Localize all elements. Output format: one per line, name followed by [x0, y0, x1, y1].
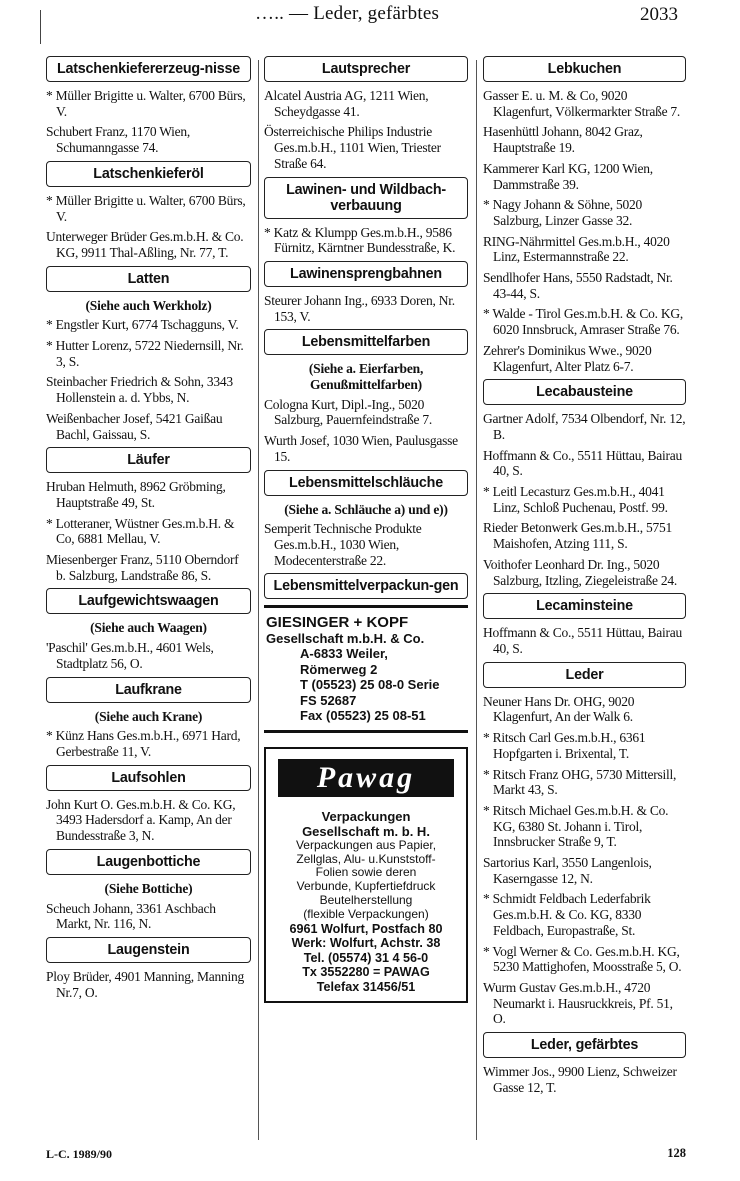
ad-description-line: Verpackungen aus Papier,: [295, 837, 437, 852]
category-heading: Latschenkieferöl: [46, 161, 251, 187]
category-heading: Leder, gefärbtes: [483, 1032, 686, 1058]
cross-reference: (Siehe Bottiche): [104, 880, 193, 896]
list-item: * Ritsch Michael Ges.m.b.H. & Co. KG, 6380 St. Johann i. Tirol, Innsbrucker Straße 9, T.: [483, 802, 669, 850]
list-item: Unterweger Brüder Ges.m.b.H. & Co. KG, 9911 Thal-Aßling, Nr. 77, T.: [46, 229, 244, 260]
list-item: * Katz & Klumpp Ges.m.b.H., 9586 Fürnitz, Kärntner Bundesstraße, K.: [264, 224, 456, 256]
list-item: Zehrer's Dominikus Wwe., 9020 Klagenfurt, Alter Platz 6-7.: [483, 342, 652, 374]
list-item: Schubert Franz, 1170 Wien, Schumanngasse 74.: [46, 124, 191, 156]
list-item: RING-Nährmittel Ges.m.b.H., 4020 Linz, Estermannstraße 22.: [483, 233, 670, 265]
list-item: Hasenhüttl Johann, 8042 Graz, Hauptstraße 19.: [483, 124, 643, 156]
ad-telex-line: FS 52687: [300, 692, 357, 708]
footer-page-number: 128: [667, 1146, 686, 1160]
category-heading: Lawinensprengbahnen: [264, 261, 468, 287]
list-item: Kammerer Karl KG, 1200 Wien, Dammstraße 39.: [483, 160, 653, 192]
list-item: Sendlhofer Hans, 5550 Radstadt, Nr. 43-44, S.: [483, 270, 673, 301]
list-item: 'Paschil' Ges.m.b.H., 4601 Wels, Stadtplatz 56, O.: [46, 640, 214, 671]
ad-address-line: Römerweg 2: [300, 661, 378, 677]
category-heading: Laugenstein: [46, 937, 251, 963]
ad-contact-line: Tx 3552280 = PAWAG: [302, 965, 430, 980]
category-heading: Läufer: [46, 447, 251, 473]
ad-description-line: Verbunde, Kupfertiefdruck: [296, 879, 436, 894]
column-divider: [476, 60, 477, 1140]
list-item: Cologna Kurt, Dipl.-Ing., 5020 Salzburg, Pauernfeindstraße 7.: [264, 396, 432, 428]
list-item: Miesenberger Franz, 5110 Oberndorf b. Salzburg, Landstraße 86, S.: [46, 552, 239, 583]
ad-company-form: Gesellschaft m.b.H. & Co.: [266, 631, 425, 647]
category-heading: Lawinen- und Wildbach-verbauung: [264, 177, 468, 219]
list-item: * Müller Brigitte u. Walter, 6700 Bürs, V.: [46, 192, 246, 224]
running-header: ….. — Leder, gefärbtes: [255, 3, 440, 24]
ad-address-line: A-6833 Weiler,: [300, 646, 388, 662]
cross-reference: (Siehe a. Schläuche a) und e)): [284, 501, 448, 517]
list-item: Hoffmann & Co., 5511 Hüttau, Bairau 40, S.: [483, 447, 682, 479]
list-item: Ploy Brüder, 4901 Manning, Manning Nr.7, O.: [46, 968, 244, 1000]
list-item: * Nagy Johann & Söhne, 5020 Salzburg, Linzer Gasse 32.: [483, 197, 642, 228]
footer-edition: L-C. 1989/90: [46, 1147, 112, 1161]
list-item: Wurth Josef, 1030 Wien, Paulusgasse 15.: [264, 433, 458, 464]
list-item: * Walde - Tirol Ges.m.b.H. & Co. KG, 6020 Innsbruck, Amraser Straße 76.: [483, 306, 684, 338]
list-item: * Hutter Lorenz, 5722 Niedernsill, Nr. 3, S.: [46, 338, 244, 369]
category-heading: Lebensmittelfarben: [264, 329, 468, 355]
list-item: John Kurt O. Ges.m.b.H. & Co. KG, 3493 Hadersdorf a. Kamp, An der Bundesstraße 3, N.: [46, 796, 236, 844]
advertisement-pawag: [264, 747, 468, 1003]
cross-reference: (Siehe auch Waagen): [90, 620, 207, 636]
cross-reference: (Siehe auch Krane): [94, 708, 203, 724]
category-heading: Laufsohlen: [46, 765, 251, 791]
page-number: 2033: [640, 4, 678, 25]
margin-rule: [40, 10, 41, 44]
category-heading: Lebensmittelschläuche: [264, 470, 468, 496]
list-item: Hoffmann & Co., 5511 Hüttau, Bairau 40, S.: [483, 625, 682, 656]
category-heading: Latschenkiefererzeug-nisse: [46, 56, 251, 82]
list-item: Rieder Betonwerk Ges.m.b.H., 5751 Maishofen, Atzing 111, S.: [483, 520, 672, 552]
ad-contact-line: Tel. (05574) 31 4 56-0: [303, 950, 429, 965]
list-item: * Schmidt Feldbach Lederfabrik Ges.m.b.H. & Co. KG, 8330 Feldbach, Europastraße, St.: [483, 891, 651, 938]
list-item: * Ritsch Carl Ges.m.b.H., 6361 Hopfgarten i. Brixental, T.: [483, 730, 646, 761]
category-heading: Lautsprecher: [264, 56, 468, 82]
list-item: Alcatel Austria AG, 1211 Wien, Scheydgasse 41.: [264, 88, 429, 119]
category-heading: Laufkrane: [46, 677, 251, 703]
list-item: * Lotteraner, Wüstner Ges.m.b.H. & Co, 6881 Mellau, V.: [46, 515, 235, 547]
ad-fax-line: Fax (05523) 25 08-51: [300, 708, 426, 724]
column-3: [483, 54, 686, 1100]
list-item: Semperit Technische Produkte Ges.m.b.H., 1030 Wien, Modecenterstraße 22.: [264, 521, 422, 568]
ad-description-line: Folien sowie deren: [315, 865, 417, 880]
cross-reference: (Siehe a. Eierfarben, Genußmittelfarben): [308, 361, 424, 393]
list-item: Neuner Hans Dr. OHG, 9020 Klagenfurt, An der Walk 6.: [483, 693, 635, 725]
category-heading: Laufgewichtswaagen: [46, 588, 251, 614]
ad-company-name: GIESINGER + KOPF: [266, 614, 409, 632]
category-heading: Lebkuchen: [483, 56, 686, 82]
column-divider: [258, 60, 259, 1140]
column-1: [46, 54, 251, 1005]
ad-contact-line: Telefax 31456/51: [316, 980, 416, 995]
ad-contact-line: 6961 Wolfurt, Postfach 80: [289, 921, 443, 936]
list-item: * Vogl Werner & Co. Ges.m.b.H. KG, 5230 Mattighofen, Moosstraße 5, O.: [483, 943, 682, 975]
advertisement-giesinger-kopf: [264, 605, 468, 733]
list-item: Scheuch Johann, 3361 Aschbach Markt, Nr. 116, N.: [46, 900, 216, 932]
ad-description-line: Zellglas, Alu- u.Kunststoff-: [296, 851, 436, 866]
list-item: * Leitl Lecasturz Ges.m.b.H., 4041 Linz, Schloß Puchenau, Postf. 99.: [483, 484, 668, 515]
list-item: Wurm Gustav Ges.m.b.H., 4720 Neumarkt i. Hausruckkreis, Pf. 51, O.: [483, 979, 673, 1027]
list-item: Hruban Helmuth, 8962 Gröbming, Hauptstraße 49, St.: [46, 479, 226, 510]
category-heading: Latten: [46, 266, 251, 292]
list-item: Sartorius Karl, 3550 Langenlois, Kaserngasse 12, N.: [483, 855, 652, 886]
list-item: * Künz Hans Ges.m.b.H., 6971 Hard, Gerbestraße 11, V.: [46, 728, 241, 759]
list-item: Voithofer Leonhard Dr. Ing., 5020 Salzburg, Itzling, Ziegeleistraße 24.: [483, 556, 677, 588]
category-heading: Lecaminsteine: [483, 593, 686, 619]
ad-contact-line: Werk: Wolfurt, Achstr. 38: [291, 936, 441, 951]
list-item: * Müller Brigitte u. Walter, 6700 Bürs, V.: [46, 88, 246, 119]
ad-company-form: Gesellschaft m. b. H.: [302, 823, 430, 839]
category-heading: Lebensmittelverpackun-gen: [264, 573, 468, 599]
pawag-logo: Pawag: [278, 759, 454, 797]
ad-description-line: (flexible Verpackungen): [303, 906, 429, 921]
list-item: Gasser E. u. M. & Co, 9020 Klagenfurt, Völkermarkter Straße 7.: [483, 88, 681, 119]
category-heading: Leder: [483, 662, 686, 688]
list-item: * Engstler Kurt, 6774 Tschagguns, V.: [46, 317, 239, 333]
ad-description-line: Beutelherstellung: [319, 893, 413, 908]
cross-reference: (Siehe auch Werkholz): [85, 297, 212, 313]
list-item: Wimmer Jos., 9900 Lienz, Schweizer Gasse 12, T.: [483, 1064, 677, 1095]
list-item: Österreichische Philips Industrie Ges.m.b.H., 1101 Wien, Triester Straße 64.: [264, 124, 441, 171]
ad-company-name: Verpackungen: [321, 808, 411, 824]
list-item: Weißenbacher Josef, 5421 Gaißau Bachl, Gaissau, S.: [46, 410, 223, 442]
list-item: Gartner Adolf, 7534 Olbendorf, Nr. 12, B.: [483, 411, 686, 442]
column-2: [264, 54, 468, 1003]
list-item: * Ritsch Franz OHG, 5730 Mittersill, Markt 43, S.: [483, 766, 677, 798]
ad-phone-line: T (05523) 25 08-0 Serie: [300, 677, 440, 693]
list-item: Steurer Johann Ing., 6933 Doren, Nr. 153, V.: [264, 292, 455, 324]
list-item: Steinbacher Friedrich & Sohn, 3343 Hollenstein a. d. Ybbs, N.: [46, 374, 233, 406]
category-heading: Lecabausteine: [483, 379, 686, 405]
category-heading: Laugenbottiche: [46, 849, 251, 875]
